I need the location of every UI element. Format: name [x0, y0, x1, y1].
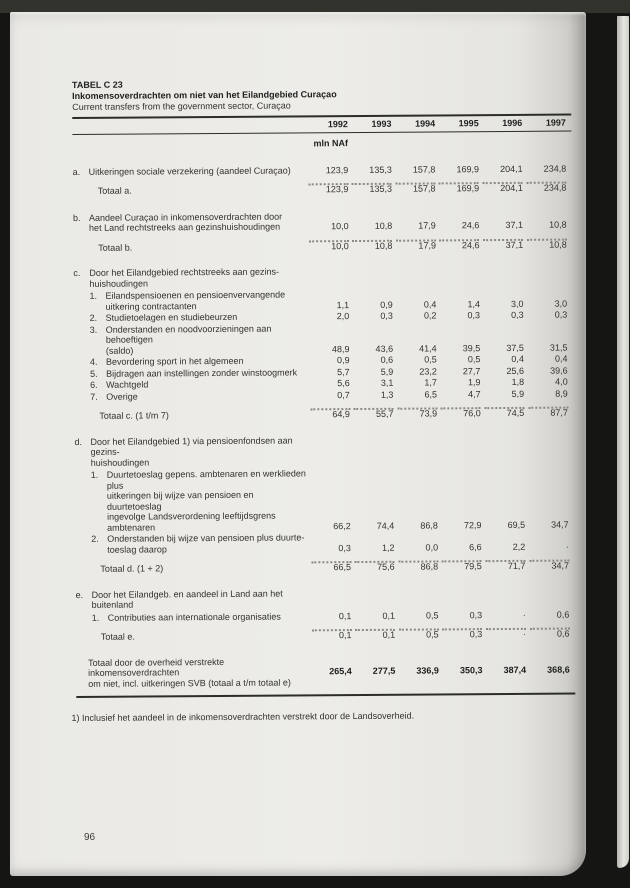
value-cell: 0,1: [382, 629, 396, 640]
value-cell: 0,6: [556, 609, 570, 620]
row-text: Door het Eilandgebied 1) via pensioenfondsen aan gezins- huishoudingen: [90, 434, 293, 468]
value-cell: 4,0: [555, 376, 568, 387]
value-cell: 10,0: [331, 221, 349, 232]
value-cell: 0,3: [554, 309, 568, 320]
row-marker: c.: [73, 267, 81, 278]
row-text: Onderstanden en noodvoorzieningen aan behoeftigen (saldo): [105, 323, 272, 356]
value-cell: 1,2: [381, 542, 395, 553]
value-cell: 0,1: [338, 610, 352, 621]
value-cell: 0,5: [424, 354, 437, 365]
table-row-total: [73, 183, 567, 197]
value-cell: 265,4: [329, 666, 352, 677]
value-cell: 39,6: [550, 365, 568, 376]
value-cell: 0,3: [467, 310, 481, 321]
page-number: 96: [84, 832, 96, 843]
row-label: [74, 367, 306, 379]
row-marker: 4.: [89, 356, 98, 367]
value-cell: 0,2: [423, 310, 437, 321]
table-row-grand: [76, 654, 570, 689]
value-cell: 3,0: [554, 298, 568, 309]
value-cell: 17,9: [418, 239, 436, 251]
year-header: 1993: [371, 118, 392, 129]
row-text: Wachtgeld: [106, 379, 149, 390]
table-row-total: [74, 408, 568, 422]
row-label: [75, 532, 307, 555]
value-cell: 34,7: [551, 519, 569, 530]
table-row-total: [75, 561, 569, 575]
value-cell: 350,3: [459, 665, 483, 676]
value-cell: ·: [522, 628, 526, 639]
year-header: 1995: [458, 118, 479, 129]
row-text: Contributies aan internationale organisaties: [107, 611, 281, 623]
unit-label: mln NAf: [313, 138, 348, 149]
year-header: 1992: [327, 119, 348, 130]
value-cell: 135,3: [369, 183, 392, 194]
year-header: 1997: [545, 117, 566, 128]
value-cell: 277,5: [372, 665, 396, 676]
value-cell: 0,4: [554, 353, 568, 364]
value-cell: 0,3: [338, 542, 351, 553]
value-cell: 48,9: [331, 343, 350, 354]
row-label: [73, 165, 305, 177]
row-label: [75, 468, 307, 533]
value-cell: 55,7: [375, 408, 394, 419]
row-text: Totaal b.: [98, 242, 133, 253]
row-text: Bevordering sport in het algemeen: [105, 355, 244, 367]
table-header-years: [72, 118, 566, 132]
value-cell: 37,5: [506, 342, 524, 353]
value-cell: 0,7: [337, 389, 350, 400]
value-cell: 368,6: [547, 664, 570, 675]
value-cell: 8,9: [555, 388, 568, 399]
value-cell: 135,3: [369, 164, 392, 175]
value-cell: 37,1: [505, 219, 524, 230]
row-marker: a.: [72, 166, 81, 177]
row-label: [73, 266, 305, 289]
row-label: [74, 402, 306, 404]
value-cell: 123,9: [325, 184, 349, 195]
table-row-section: [73, 209, 567, 233]
table-row-sub: [74, 321, 568, 356]
value-cell: 0,5: [426, 629, 439, 640]
value-cell: 0,1: [338, 630, 352, 641]
value-cell: 31,5: [549, 342, 568, 353]
value-cell: 5,9: [511, 388, 525, 399]
value-cell: 0,3: [380, 310, 393, 321]
row-marker: d.: [74, 436, 83, 447]
table-row-total: [76, 629, 570, 643]
year-header: 1994: [415, 118, 436, 129]
row-marker: 1.: [91, 612, 100, 623]
row-text: Totaal e.: [100, 631, 135, 642]
row-label: [76, 623, 308, 625]
value-cell: 27,7: [462, 365, 481, 376]
table-row-header: [76, 586, 570, 610]
value-cell: 157,8: [412, 163, 436, 175]
row-marker: 7.: [90, 391, 98, 402]
value-cell: 41,4: [419, 342, 437, 354]
value-cell: 123,9: [325, 164, 349, 175]
value-cell: 66,5: [333, 562, 352, 573]
value-cell: 37,1: [505, 239, 524, 250]
row-label: [73, 289, 305, 312]
row-label: [73, 234, 305, 236]
row-text: Uitkeringen sociale verzekering (aandeel Curaçao): [88, 164, 291, 177]
table-row-sub: [73, 288, 567, 312]
value-cell: 86,8: [420, 561, 439, 572]
value-cell: ·: [565, 541, 569, 552]
value-cell: 169,9: [456, 163, 480, 174]
value-cell: 6,6: [469, 541, 482, 552]
row-text: Door het Eilandgeb. en aandeel in Land aan het buitenland: [91, 588, 283, 610]
value-cell: 75,6: [377, 561, 395, 572]
row-label: [74, 311, 306, 323]
value-cell: 74,5: [506, 407, 525, 418]
row-marker: 2.: [89, 312, 98, 323]
row-label: [73, 184, 305, 196]
value-cell: 79,5: [464, 561, 482, 572]
row-text: Totaal door de overheid verstrekte inkomensoverdrachten om niet, incl. uitkeringen SVB (totaal a t/m totaal e): [88, 656, 291, 689]
year-header-spacer: [72, 119, 304, 131]
value-cell: 0,6: [556, 628, 570, 639]
value-cell: 66,2: [333, 520, 351, 531]
table-row-header: [73, 265, 567, 289]
scanned-page: [10, 12, 586, 876]
row-text: Totaal a.: [97, 185, 132, 196]
row-label: [75, 555, 307, 557]
table-rule-bottom: [76, 693, 575, 698]
value-cell: 24,6: [461, 239, 480, 250]
value-cell: 17,9: [418, 220, 436, 231]
page-content: [72, 77, 570, 724]
row-label: [74, 355, 306, 367]
value-cell: 23,2: [419, 365, 437, 377]
row-label: [73, 241, 305, 253]
row-text: Totaal d. (1 + 2): [100, 563, 164, 574]
row-marker: 3.: [89, 324, 98, 335]
row-text: Duurtetoeslag gepens. ambtenaren en werklieden plus uitkeringen bij wijze van pensioen en duurtetoeslag ingevolge Landsverordening leeftijdsgrens ambtenaren: [106, 468, 306, 533]
row-label: [74, 435, 306, 468]
row-marker: e.: [75, 589, 84, 600]
value-cell: 3,0: [510, 298, 524, 309]
row-marker: b.: [72, 212, 81, 223]
row-text: Totaal c. (1 t/m 7): [99, 410, 169, 421]
value-cell: 34,7: [551, 560, 569, 571]
value-cell: 1,9: [467, 377, 481, 388]
row-label: [76, 656, 308, 689]
value-cell: 1,4: [467, 298, 480, 309]
row-text: Aandeel Curaçao in inkomensoverdrachten door het Land rechtstreeks aan gezinshuishoudingen: [88, 211, 283, 233]
row-label: [76, 611, 308, 623]
value-cell: 0,5: [425, 609, 439, 621]
value-cell: ·: [522, 609, 526, 620]
row-text: Eilandspensioenen en pensioenvervangende uitkering contractanten: [105, 289, 286, 312]
row-text: Bijdragen aan instellingen zonder winstoogmerk: [106, 366, 298, 379]
row-label: [75, 562, 307, 574]
value-cell: 86,8: [420, 519, 438, 531]
table-row-section: [73, 163, 567, 177]
value-cell: 0,3: [511, 309, 524, 320]
value-cell: 0,3: [469, 609, 483, 620]
year-header: 1996: [502, 117, 523, 128]
value-cell: 157,8: [412, 183, 436, 194]
value-cell: 3,1: [380, 377, 394, 388]
row-label: [74, 378, 306, 390]
value-cell: 73,9: [419, 408, 438, 419]
footnote: 1) Inclusief het aandeel in de inkomensoverdrachten verstrekt door de Landsoverheid.: [71, 710, 415, 724]
value-cell: 2,0: [336, 311, 350, 322]
table-row-sub: [75, 531, 569, 555]
row-text: Overige: [106, 391, 138, 402]
value-cell: 1,3: [380, 389, 394, 400]
value-cell: 25,6: [506, 365, 525, 376]
table-row-header: [74, 433, 568, 468]
row-label: [74, 409, 306, 421]
value-cell: 1,8: [511, 376, 525, 387]
page-title: Inkomensoverdrachten om niet van het Eilandgebied Curaçao: [72, 89, 337, 101]
row-marker: 1.: [90, 469, 99, 480]
value-cell: 5,6: [337, 378, 350, 389]
row-marker: 5.: [90, 368, 98, 379]
value-cell: 10,8: [549, 219, 567, 230]
table-row-sub: [74, 388, 568, 402]
row-text: Onderstanden bij wijze van pensioen plus duurte- toeslag daarop: [107, 532, 305, 555]
value-cell: 0,4: [511, 353, 524, 364]
value-cell: 64,9: [332, 409, 350, 420]
value-cell: 10,8: [549, 239, 567, 250]
table-rows: [73, 163, 571, 689]
value-cell: 4,7: [468, 388, 481, 399]
value-cell: 72,9: [463, 519, 482, 530]
value-cell: 69,5: [507, 519, 526, 530]
value-cell: 0,4: [423, 298, 437, 310]
value-cell: 10,0: [331, 240, 349, 251]
value-cell: 336,9: [416, 665, 439, 676]
value-cell: 39,5: [462, 342, 481, 353]
value-cell: 1,1: [336, 299, 350, 310]
value-cell: 1,7: [424, 377, 437, 388]
value-cell: 0,9: [380, 299, 393, 310]
value-cell: 234,8: [543, 163, 567, 174]
value-cell: 0,3: [469, 629, 483, 640]
value-cell: 0,6: [380, 354, 394, 365]
table-row-sub: [76, 609, 570, 623]
value-cell: 0,0: [425, 541, 439, 553]
value-cell: 169,9: [456, 183, 480, 194]
table-number-label: TABEL C 23: [72, 79, 123, 90]
row-marker: 6.: [90, 379, 98, 390]
value-cell: 0,9: [337, 355, 350, 366]
row-text: Door het Eilandgebied rechtstreeks aan gezins- huishoudingen: [89, 266, 280, 289]
row-text: Studietoelagen en studiebeurzen: [105, 311, 238, 323]
row-label: [76, 588, 308, 611]
value-cell: 6,5: [424, 388, 438, 400]
value-cell: 234,8: [543, 182, 567, 193]
value-cell: 76,0: [463, 408, 481, 419]
value-cell: 10,8: [374, 240, 393, 251]
row-label: [74, 390, 306, 402]
value-cell: 43,6: [375, 343, 394, 354]
value-cell: 204,1: [500, 182, 523, 194]
value-cell: 87,7: [550, 407, 568, 418]
value-cell: 0,1: [382, 610, 395, 621]
row-label: [73, 211, 305, 234]
row-marker: 1.: [89, 290, 98, 301]
row-marker: 2.: [91, 533, 99, 544]
row-label: [76, 630, 308, 642]
table-row-total: [73, 239, 567, 253]
value-cell: 0,5: [467, 354, 481, 365]
row-label: [74, 323, 306, 356]
row-label: [73, 177, 305, 179]
value-cell: 5,7: [337, 366, 350, 377]
next-page-edge: [617, 16, 629, 868]
table-row-sub: [75, 467, 569, 533]
value-cell: 2,2: [512, 541, 526, 552]
value-cell: 74,4: [376, 520, 395, 531]
page-subtitle: Current transfers from the government sector, Curaçao: [72, 100, 291, 112]
value-cell: 24,6: [461, 220, 480, 231]
value-cell: 387,4: [503, 664, 527, 676]
value-cell: 71,7: [507, 560, 526, 571]
value-cell: 204,1: [500, 163, 523, 174]
value-cell: 10,8: [374, 220, 393, 231]
value-cell: 5,9: [380, 366, 394, 377]
